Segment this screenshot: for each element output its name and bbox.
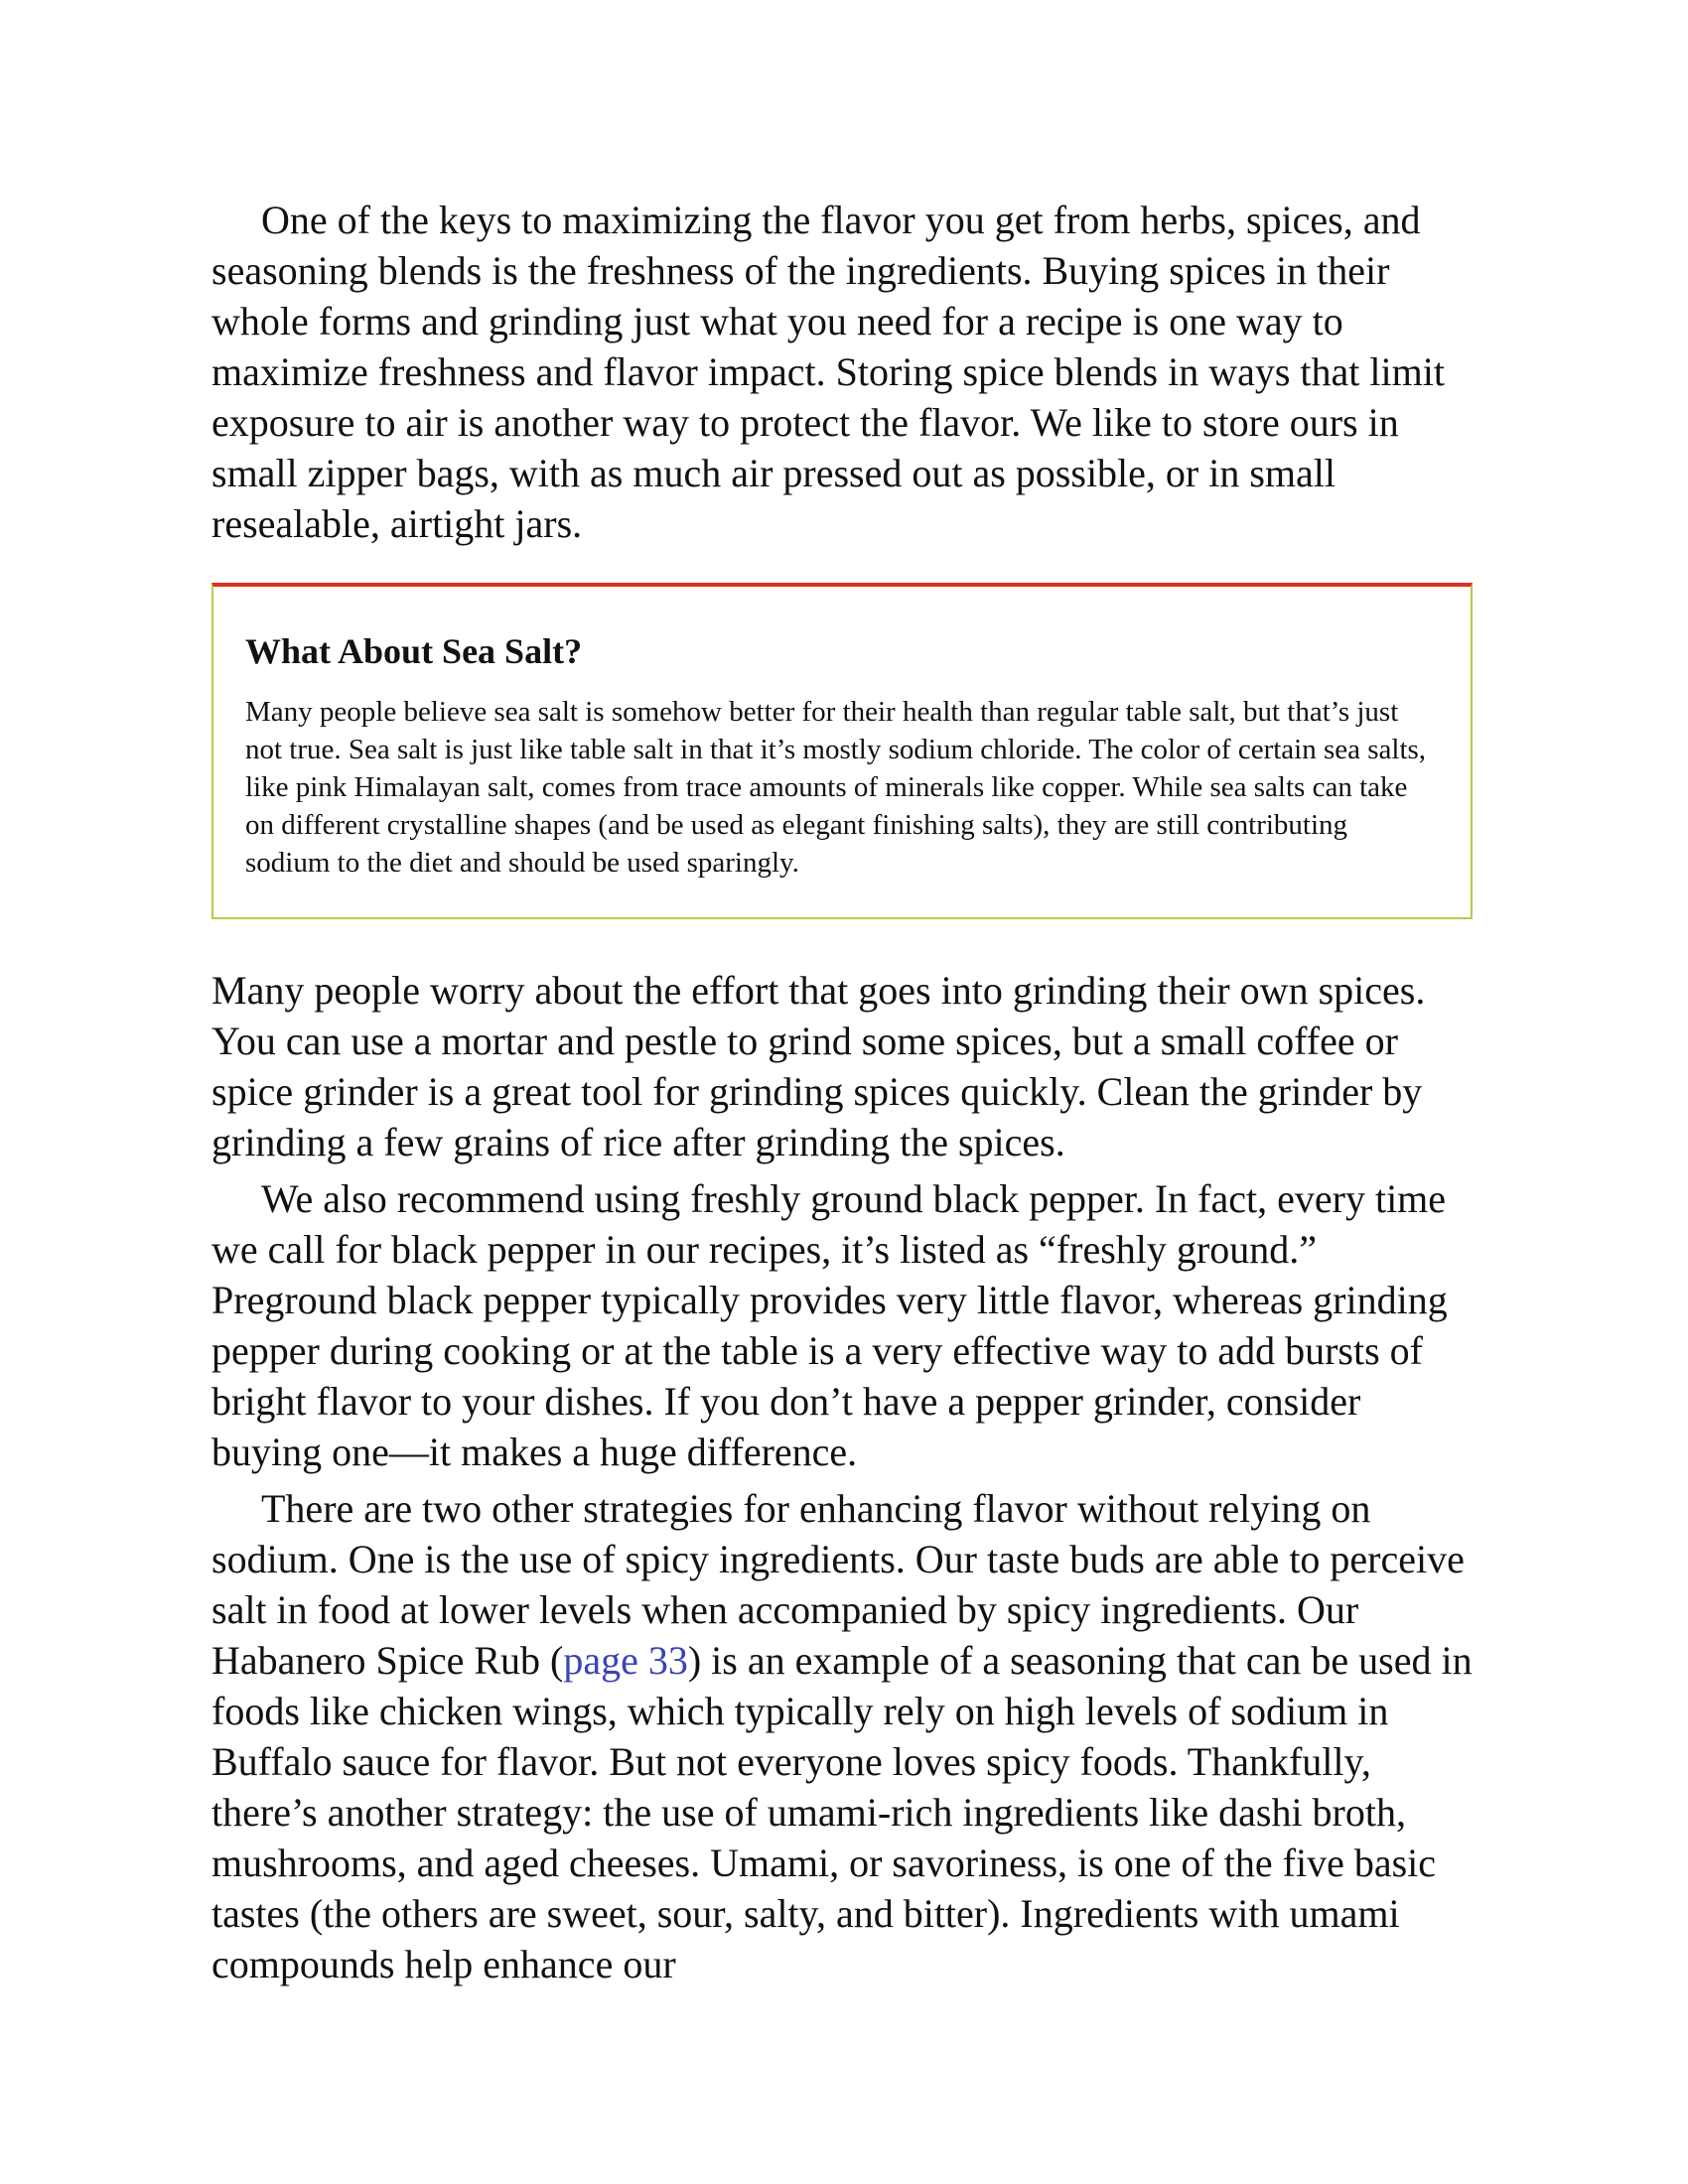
paragraph-text-after-link: ) is an example of a seasoning that can be used in foods like chicken wings, which typically rely on high levels of sodium in Buffalo sauce for flavor. But not everyone loves spicy foods. Thankfully, there’s another strategy: the use of umami-rich ingredients like dashi broth, mushrooms, and aged cheeses. Umami, or savoriness, is one of the five basic tastes (the others are sweet, sour, salty, and bitter). Ingredients with umami compounds help enhance our <box>211 1638 1473 1986</box>
body-paragraph-freshness: One of the keys to maximizing the flavor you get from herbs, spices, and seasoning blends is the freshness of the ingredients. Buying spices in their whole forms and grinding just what you need for a recipe is one way to maximize freshness and flavor impact. Storing spice blends in ways that limit exposure to air is another way to protect the flavor. We like to store ours in small zipper bags, with as much air pressed out as possible, or in small resealable, airtight jars. <box>211 198 1445 546</box>
body-paragraph-grinding: Many people worry about the effort that goes into grinding their own spices. You can use a mortar and pestle to grind some spices, but a small coffee or spice grinder is a great tool for grinding spices quickly. Clean the grinder by grinding a few grains of rice after grinding the spices. <box>211 968 1426 1164</box>
page-reference-link[interactable]: page 33 <box>563 1638 688 1683</box>
body-paragraph-black-pepper: We also recommend using freshly ground black pepper. In fact, every time we call for black pepper in our recipes, it’s listed as “freshly ground.” Preground black pepper typically provides very little flavor, whereas grinding pepper during cooking or at the table is a very effective way to add bursts of bright flavor to your dishes. If you don’t have a pepper grinder, consider buying one—it makes a huge difference. <box>211 1176 1448 1474</box>
sidebar-body: Many people believe sea salt is somehow better for their health than regular table salt, but that’s just not true. Sea salt is just like table salt in that it’s mostly sodium chloride. The color of certain sea salts, like pink Himalayan salt, comes from trace amounts of minerals like copper. While sea salts can take on different crystalline shapes (and be used as elegant finishing salts), they are still contributing sodium to the diet and should be used sparingly. <box>245 696 1427 879</box>
sidebar-box-sea-salt <box>211 583 1473 919</box>
page-content <box>211 195 1473 1989</box>
sidebar-title: What About Sea Salt? <box>245 631 583 671</box>
body-paragraph-strategies <box>211 1483 1473 1989</box>
paragraph-text-before-link: There are two other strategies for enhancing flavor without relying on sodium. One is the use of spicy ingredients. Our taste buds are able to perceive salt in food at lower levels when accompanied by spicy ingredients. Our Habanero Spice Rub ( <box>211 1486 1465 1683</box>
